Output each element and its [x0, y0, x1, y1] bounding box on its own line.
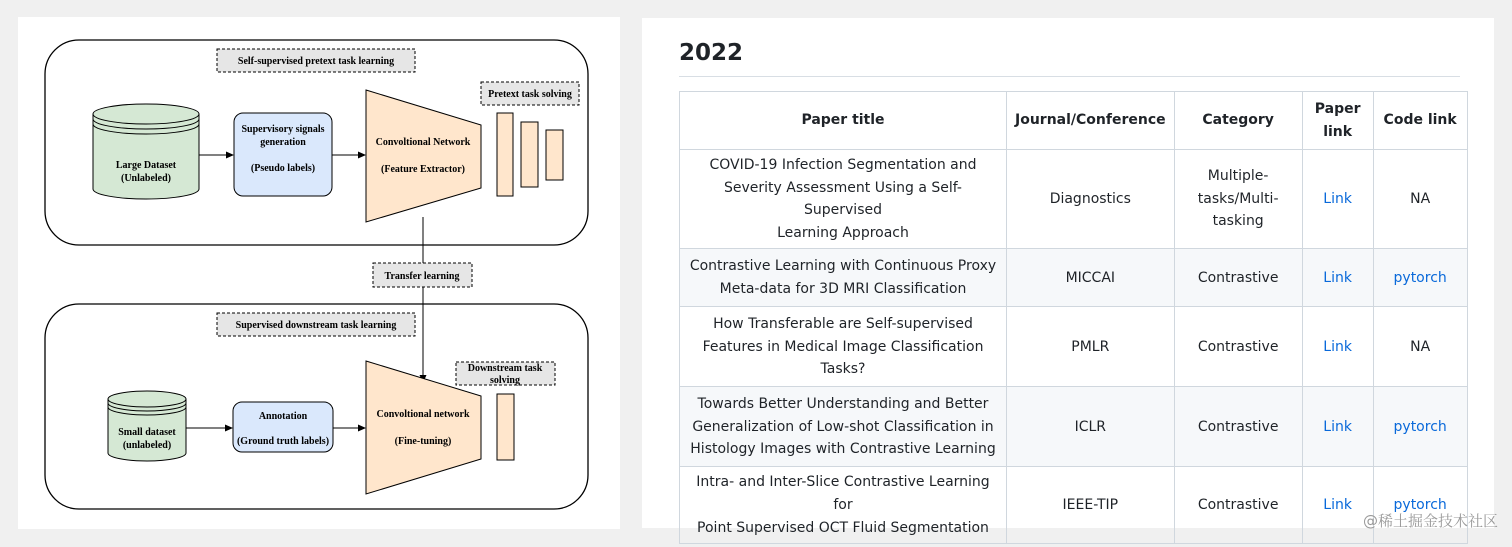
- downstream-task-label-2: solving: [489, 375, 521, 386]
- table-row: [680, 150, 1468, 249]
- table-row: [680, 387, 1468, 467]
- paper-title-cell: Contrastive Learning with Continuous Proxy Meta-data for 3D MRI Classification: [680, 249, 1007, 307]
- annotation-label: Annotation: [258, 411, 308, 422]
- code-link[interactable]: pytorch: [1393, 496, 1447, 513]
- watermark: @稀土掘金技术社区: [1362, 512, 1498, 530]
- pretext-output-block: [521, 122, 538, 187]
- venue-cell: Diagnostics: [1007, 150, 1175, 249]
- papers-table: [679, 91, 1468, 544]
- paper-table-panel: [642, 18, 1494, 536]
- table-row: [680, 467, 1468, 544]
- fine-tuning-label: Convoltional network: [376, 409, 470, 420]
- table-row: [680, 249, 1468, 307]
- supervisory-signals-sublabel: (Pseudo labels): [250, 163, 316, 174]
- feature-extractor-sublabel: (Feature Extractor): [381, 164, 465, 175]
- category-cell: Contrastive: [1174, 307, 1302, 387]
- annotation-sublabel: (Ground truth labels): [236, 436, 330, 447]
- paper-link[interactable]: Link: [1323, 418, 1352, 435]
- column-header-code-link: Code link: [1373, 92, 1467, 150]
- code-link-cell: [1373, 249, 1467, 307]
- large-dataset-label: Large Dataset: [115, 160, 177, 171]
- fine-tuning-sublabel: (Fine-tuning): [394, 436, 452, 447]
- transfer-learning-label: Transfer learning: [384, 271, 460, 282]
- supervisory-signals-label: Supervisory signals: [241, 124, 325, 135]
- pretext-section-title: Self-supervised pretext task learning: [237, 56, 395, 67]
- supervisory-signals-label-2: generation: [260, 137, 306, 148]
- paper-link-cell: [1302, 467, 1373, 544]
- large-dataset-sublabel: (Unlabeled): [121, 173, 171, 184]
- downstream-task-label: Downstream task: [467, 363, 543, 374]
- small-dataset-label: Small dataset: [118, 427, 176, 438]
- category-cell: Contrastive: [1174, 249, 1302, 307]
- paper-link-cell: [1302, 307, 1373, 387]
- venue-cell: ICLR: [1007, 387, 1175, 467]
- paper-title-cell: Intra- and Inter-Slice Contrastive Learning for Point Supervised OCT Fluid Segmentation: [680, 467, 1007, 544]
- paper-link[interactable]: Link: [1323, 338, 1352, 355]
- column-header-category: Category: [1174, 92, 1302, 150]
- downstream-output-block: [497, 394, 514, 460]
- table-header-row: [680, 92, 1468, 150]
- paper-link-cell: [1302, 249, 1373, 307]
- code-link-cell: [1373, 467, 1467, 544]
- small-dataset-sublabel: (unlabeled): [122, 440, 172, 451]
- code-link-cell: NA: [1373, 307, 1467, 387]
- code-link-cell: NA: [1373, 150, 1467, 249]
- pretext-task-label: Pretext task solving: [488, 89, 572, 100]
- venue-cell: MICCAI: [1007, 249, 1175, 307]
- downstream-section-title: Supervised downstream task learning: [235, 320, 397, 331]
- paper-title-cell: COVID-19 Infection Segmentation and Severity Assessment Using a Self-Supervised Learning Approach: [680, 150, 1007, 249]
- column-header-title: Paper title: [680, 92, 1007, 150]
- paper-title-cell: Towards Better Understanding and Better Generalization of Low-shot Classification in Histology Images with Contrastive Learning: [680, 387, 1007, 467]
- category-cell: Contrastive: [1174, 387, 1302, 467]
- column-header-venue: Journal/Conference: [1007, 92, 1175, 150]
- table-row: [680, 307, 1468, 387]
- code-link-cell: [1373, 387, 1467, 467]
- paper-link[interactable]: Link: [1323, 190, 1352, 207]
- code-link[interactable]: pytorch: [1393, 418, 1447, 435]
- year-heading: 2022: [679, 40, 744, 66]
- paper-title-cell: How Transferable are Self-supervised Features in Medical Image Classification Tasks?: [680, 307, 1007, 387]
- pretext-output-block: [546, 130, 563, 180]
- paper-link[interactable]: Link: [1323, 496, 1352, 513]
- paper-link-cell: [1302, 150, 1373, 249]
- code-link[interactable]: pytorch: [1393, 269, 1447, 286]
- venue-cell: PMLR: [1007, 307, 1175, 387]
- pipeline-diagram: [18, 17, 620, 529]
- category-cell: Multiple- tasks/Multi- tasking: [1174, 150, 1302, 249]
- feature-extractor-label: Convoltional Network: [375, 137, 471, 148]
- column-header-paper-link: Paper link: [1302, 92, 1373, 150]
- large-dataset-cylinder: [93, 104, 199, 199]
- pretext-output-block: [497, 113, 513, 196]
- paper-link[interactable]: Link: [1323, 269, 1352, 286]
- venue-cell: IEEE-TIP: [1007, 467, 1175, 544]
- heading-divider: [679, 76, 1460, 77]
- category-cell: Contrastive: [1174, 467, 1302, 544]
- paper-link-cell: [1302, 387, 1373, 467]
